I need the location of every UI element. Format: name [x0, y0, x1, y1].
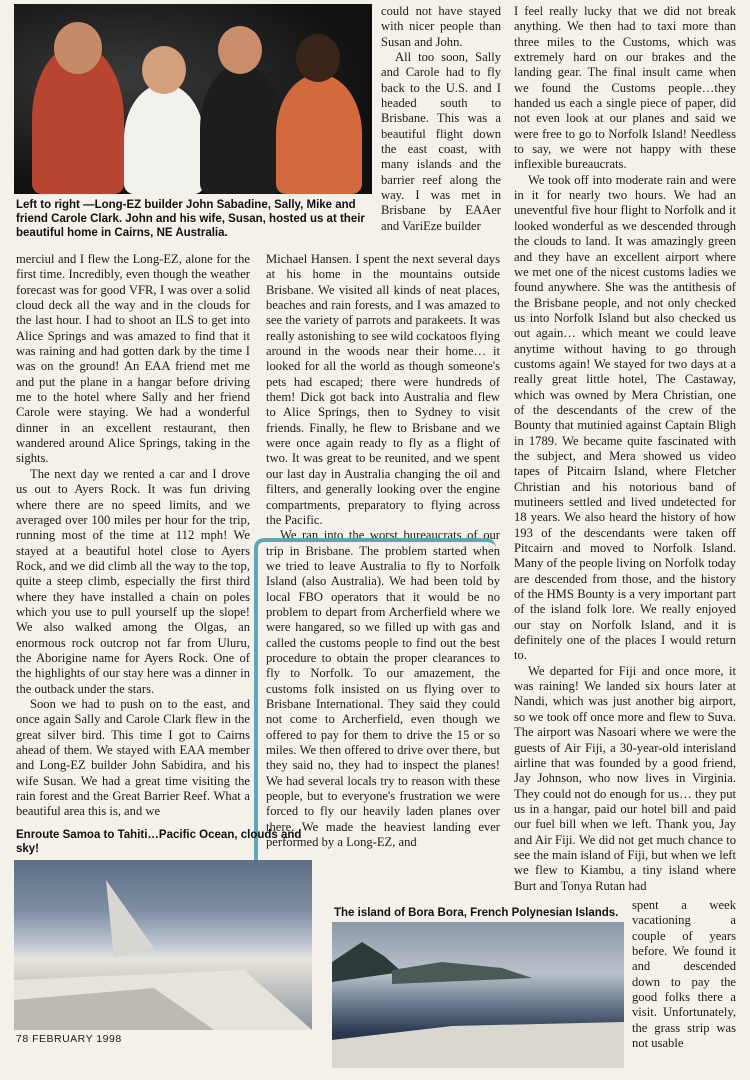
- people-photo: [14, 4, 372, 194]
- bora-photo-caption: The island of Bora Bora, French Polynesian Islands.: [334, 907, 619, 919]
- paragraph: We took off into moderate rain and were in it for nearly two hours. We had an uneventful five hour flight to Norfolk and it looked wonderful as we descended through the clouds to land. It was amazingly green and they have an excellent airport where we met one of the nicest customs ladies we found anywhere. She was the antithesis of the Brisbane people, and not only checked us into Norfolk Island but also checked us out again… which meant we could leave anytime without having to go through customs again! We stayed for two days at a really great little hotel, The Castaway, which was owned by Mera Christian, one of the descendants of the crew of the Bounty that mutinied against Captain Bligh in 1789. We became quite fascinated with the subject, and Mera showed us video tapes of Pitcairn Island, where Fletcher Christian and his notorious band of mutineers settled and lived undetected for 18 years. We also heard the history of how 193 of the descendants were taken off Pitcairn and moved to Norfolk Island. Many of the people living on Norfolk today are descended from those, and the history of the HMS Bounty is a very important part of the island folk lore. We really enjoyed our stay on Norfolk Island, and it is definitely one of the places I would return to.: [514, 172, 736, 663]
- island-icon: [332, 922, 624, 1068]
- paragraph: All too soon, Sally and Carole had to fly back to the U.S. and I headed south to Brisbane. This was a beautiful flight down the east coast, with many islands and the barrier reef along the way. I was met in Brisbane by EAAer and VariEze builder: [381, 50, 501, 233]
- paragraph: I feel really lucky that we did not break anything. We then had to taxi more than three miles to the Customs, which was extremely hard on our brakes and the landing gear. The final insult came when we found the Customs people…they handed us each a single piece of paper, did not even look at our planes and said we were free to go to Norfolk Island! Needless to say, we were not happy with these inflexible bureaucrats.: [514, 4, 736, 172]
- page-footer: 78 FEBRUARY 1998: [16, 1033, 122, 1045]
- samoa-photo-caption: Enroute Samoa to Tahiti…Pacific Ocean, clouds and sky!: [16, 829, 302, 855]
- column-1: [16, 252, 250, 820]
- paragraph: merciul and I flew the Long-EZ, alone for the first time. Incredibly, even though the weather forecast was for good VFR, I was over a solid cloud deck all the way and in the clouds for the last hour. I had to shoot an ILS to get into Alice Springs and was amazed to find that it was raining and had gotten dark by the time I was on the ground! An EAA friend met me and put the plane in a hangar before driving me to the hotel where Sally and her friend Carole were staying. We had a wonderful dinner in an excellent restaurant, then wandered around Alice Springs, taking in the sights.: [16, 252, 250, 466]
- paragraph: could not have stayed with nicer people than Susan and John.: [381, 4, 501, 49]
- samoa-wing-photo: [14, 860, 312, 1030]
- column-3: [514, 4, 736, 894]
- paragraph: We departed for Fiji and once more, it was raining! We landed six hours later at Nandi, which was just another big airport, so we took off once more and flew to Suva. The airport was Nasoari where we were the guests of Air Fiji, a 30-year-old interisland airline that was founded by a good friend, Jay Johnson, who now lives in Virginia. They could not do enough for us… they put us in a hangar, paid our hotel bill and paid our fuel bill when we left. Thank you, Jay and Air Fiji. We did not get much chance to see the main island of Fiji, but when we left we flew to Kiambu, a tiny island where Burt and Tonya Rutan had: [514, 663, 736, 893]
- bora-bora-photo: [332, 922, 624, 1068]
- paragraph: spent a week vacationing a couple of years before. We found it and descended down to pay the good folks there a visit. Unfortunately, the grass strip was not usable: [632, 898, 736, 1051]
- airplane-wing-icon: [14, 860, 312, 1030]
- column-3-bottom: [632, 898, 736, 1051]
- paragraph: Soon we had to push on to the east, and once again Sally and Carole Clark flew in the great silver bird. This time I got to Cairns ahead of them. We stayed with EAA member and Long-EZ builder John Sabidira, and his wife Susan. We had a great time visiting the rain forest and the Great Barrier Reef. What a beautiful area this is, and we: [16, 696, 250, 819]
- paragraph: Michael Hansen. I spent the next several days at his home in the mountains outside Brisbane. We visited all kinds of neat places, beaches and rain forests, and I was amazed to see the variety of parrots and parakeets. It was really astonishing to see wild cockatoos flying around in the woods near their home… it looked for all the world as though someone's pets had escaped; there were hundreds of them! Dick got back into Australia and flew to Alice Springs, then to Sydney to visit friends. Finally, he flew to Brisbane and we were once again ready to fly as a flight of two. It was great to be reunited, and we spent our last day in Australia changing the oil and filters, and generally looking over the engine compartments, preparatory to flying across the Pacific.: [266, 252, 500, 527]
- paragraph: The next day we rented a car and I drove us out to Ayers Rock. It was fun driving where there are no speed limits, and we averaged over 100 miles per hour for the trip, running most of the time at 112 mph! We stayed at a beautiful hotel close to Ayers Rock, and we did climb all the way to the top, quite a steep climb, especially the first third where they have installed a chain on poles which you use to pull yourself up the slope! We also walked among the Olgas, an enormous rock outcrop not far from Uluru, the Aborigine name for Ayers Rock. One of the highlights of our stay here was a dinner in the outback under the stars.: [16, 466, 250, 696]
- top-photo-caption: Left to right —Long-EZ builder John Sabadine, Sally, Mike and friend Carole Clark. John and his wife, Susan, hosted us at their beautiful home in Cairns, NE Australia.: [16, 199, 365, 239]
- paragraph: We ran into the worst bureaucrats of our trip in Brisbane. The problem started when we tried to leave Australia to fly to Norfolk Island (also Australia). We had been told by local FBO operators that it would be no problem to depart from Archerfield where we were hangared, so we filled up with gas and called the customs people to find out the best procedure to obtain the proper clearances to fly to Norfolk. To our amazement, the customs folk insisted on us flying over to Brisbane International. They said they could not come to Archerfield, even though we offered to pay for them to drive the 15 or so miles. We then offered to drive over there, but they said no, they had to inspect the planes! We had several locals try to reason with these people, but to everyone's frustration we were forced to fly our heavily laden planes over there. We made the heaviest landing ever performed by a Long-EZ, and: [266, 528, 500, 850]
- column-2-top: [381, 4, 501, 234]
